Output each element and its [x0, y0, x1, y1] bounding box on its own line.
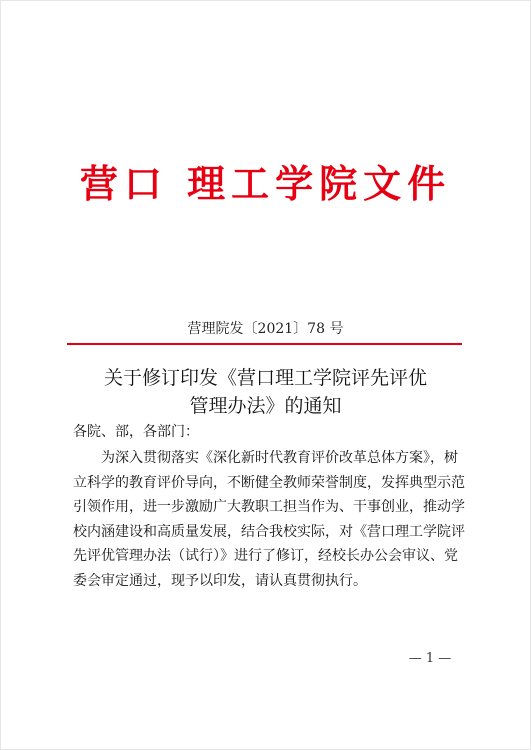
salutation: 各院、部，各部门： [73, 424, 199, 440]
body-line: 先评优管理办法（试行）》进行了修订，经校长办公会审议、党 [73, 548, 458, 564]
body-line: 立科学的教育评价导向，不断健全教师荣誉制度，发挥典型示范 [73, 474, 465, 491]
document-number: 营理院发〔2021〕78 号 [187, 321, 344, 337]
document-title [0, 364, 531, 420]
document-body [73, 446, 473, 593]
red-divider-line [67, 343, 462, 345]
document-title-line-2: 管理办法》的通知 [189, 395, 342, 417]
body-line: 为深入贯彻落实《深化新时代教育评价改革总体方案》，树 [101, 450, 458, 466]
body-line: 校内涵建设和高质量发展，结合我校实际，对《营口理工学院评 [73, 523, 465, 540]
document-masthead: 营口 理工学院文件 [79, 161, 452, 206]
body-line: 引领作用，进一步激励广大教职工担当作为、干事创业，推动学 [73, 499, 465, 515]
page-number: — 1 — [408, 651, 452, 666]
document-title-line-1: 关于修订印发《营口理工学院评先评优 [103, 367, 427, 389]
body-line: 委会审定通过，现予以印发，请认真贯彻执行。 [73, 572, 367, 589]
